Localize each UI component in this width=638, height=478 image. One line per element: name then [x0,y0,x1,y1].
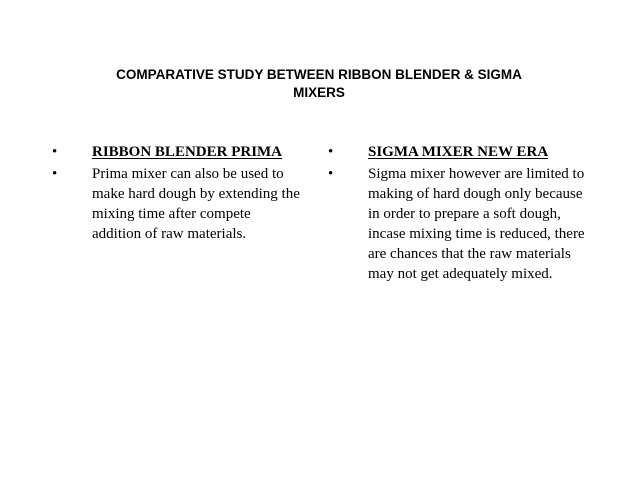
left-body-item [52,164,302,244]
right-column-heading: SIGMA MIXER NEW ERA [368,144,549,160]
slide-title-line-1: COMPARATIVE STUDY BETWEEN RIBBON BLENDER & SIGMA [116,67,522,82]
left-column [52,142,302,246]
bullet-icon: • [52,166,58,182]
right-column-body: Sigma mixer however are limited to making of hard dough only because in order to prepare a soft dough, incase mixing time is reduced, there are chances that the raw materials may not get adequately mixed. [368,166,585,282]
right-column [328,142,590,286]
right-body-item [328,164,590,284]
bullet-icon: • [52,144,58,160]
left-heading-item [52,142,302,162]
bullet-icon: • [328,166,334,182]
right-heading-item [328,142,590,162]
slide-title-line-2: MIXERS [293,85,345,100]
left-column-body: Prima mixer can also be used to make hard dough by extending the mixing time after compete addition of raw materials. [92,166,300,242]
left-column-heading: RIBBON BLENDER PRIMA [92,144,283,160]
bullet-icon: • [328,144,334,160]
slide-title [60,66,578,102]
